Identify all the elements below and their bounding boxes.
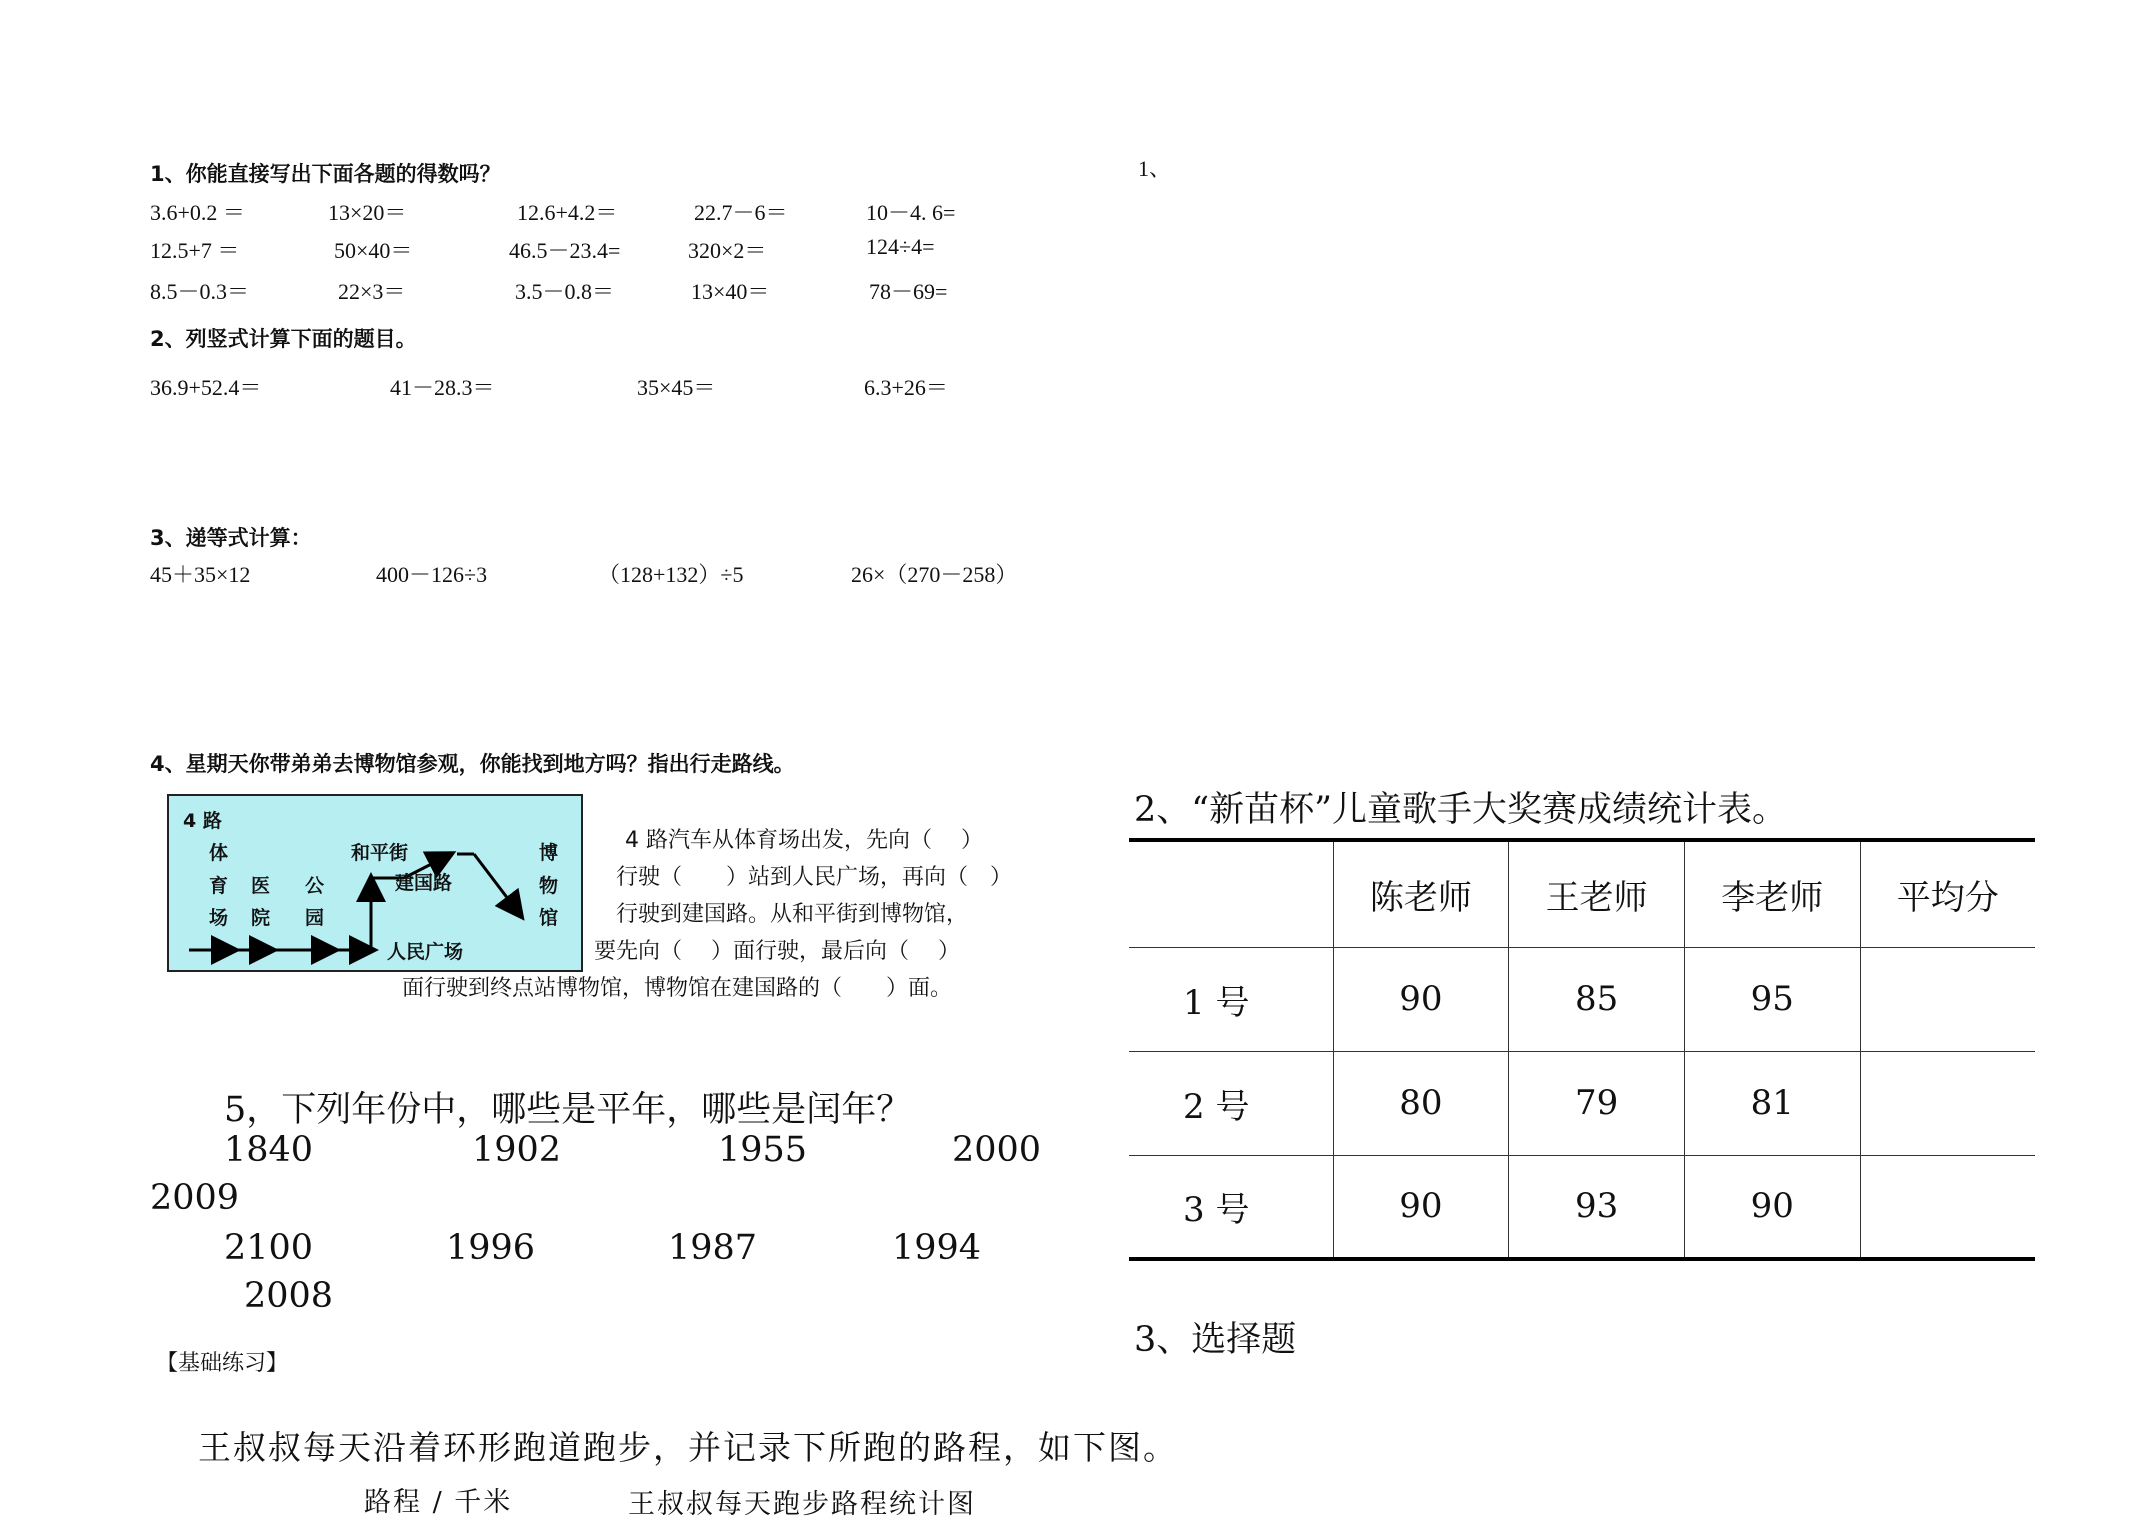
q1-r2-c3: 46.5－23.4= — [509, 238, 621, 263]
q3-title: 3、递等式计算： — [150, 526, 312, 550]
table-row — [1129, 947, 2035, 1051]
q1-r2-c2: 50×40＝ — [334, 238, 413, 263]
q4-title: 4、星期天你带弟弟去博物馆参观，你能找到地方吗？指出行走路线。 — [150, 752, 795, 776]
map-stop-yiyuan-2: 院 — [251, 907, 271, 929]
score-header-average: 平均分 — [1860, 840, 2035, 947]
q1-r1-c5: 10－4. 6= — [866, 200, 956, 225]
q1-r1-c4: 22.7－6＝ — [694, 200, 788, 225]
q5-year-1994: 1994 — [892, 1228, 982, 1268]
right-q3-title: 3、选择题 — [1134, 1320, 1297, 1360]
q1-r2-c5: 124÷4= — [866, 234, 935, 259]
map-museum-3: 馆 — [539, 907, 559, 929]
q2-item-2: 41－28.3＝ — [390, 375, 495, 400]
q1-r3-c4: 13×40＝ — [691, 279, 770, 304]
q5-title: 5，下列年份中，哪些是平年，哪些是闰年？ — [224, 1090, 912, 1130]
q4-text-line-4: 要先向（ ）面行驶，最后向（ ） — [594, 939, 960, 964]
q5-year-1955: 1955 — [718, 1130, 808, 1170]
q2-title: 2、列竖式计算下面的题目。 — [150, 327, 417, 351]
score-cell: 80 — [1333, 1051, 1509, 1155]
q3-item-2: 400－126÷3 — [376, 562, 488, 587]
q2-item-4: 6.3+26＝ — [864, 375, 948, 400]
row-label: 2 号 — [1129, 1051, 1333, 1155]
map-stop-tiyuchang-3: 场 — [209, 907, 229, 929]
map-route-label: 4 路 — [183, 810, 222, 832]
q5-year-1987: 1987 — [668, 1228, 758, 1268]
q3-item-1: 45＋35×12 — [150, 562, 251, 587]
q5-year-1840: 1840 — [224, 1130, 314, 1170]
score-cell: 81 — [1684, 1051, 1860, 1155]
score-header-chen: 陈老师 — [1333, 840, 1509, 947]
q5-year-2100: 2100 — [224, 1228, 314, 1268]
route-map — [167, 794, 583, 972]
map-museum-1: 博 — [539, 842, 559, 864]
q5-year-1902: 1902 — [472, 1130, 562, 1170]
q1-r2-c4: 320×2＝ — [688, 238, 767, 263]
map-museum-2: 物 — [539, 875, 559, 897]
map-stop-tiyuchang-1: 体 — [209, 842, 229, 864]
map-stop-gongyuan-1: 公 — [305, 875, 325, 897]
q1-r2-c1: 12.5+7 ＝ — [150, 238, 240, 263]
q2-item-3: 35×45＝ — [637, 375, 716, 400]
route-arrow-9 — [474, 854, 521, 916]
basic-practice-label: 【基础练习】 — [156, 1351, 289, 1376]
q4-text-line-2: 行驶（ ）站到人民广场，再向（ ） — [616, 865, 1013, 890]
map-jianguo-road: 建国路 — [395, 872, 453, 894]
table-row — [1129, 1051, 2035, 1155]
row-label: 3 号 — [1129, 1155, 1333, 1259]
q4-text-line-1: 4 路汽车从体育场出发，先向（ ） — [625, 828, 983, 853]
right-q1-number: 1、 — [1138, 156, 1172, 181]
score-header-blank — [1129, 840, 1333, 947]
score-table-title: 2、“新苗杯”儿童歌手大奖赛成绩统计表。 — [1134, 790, 1788, 830]
q4-text-line-5: 面行驶到终点站博物馆，博物馆在建国路的（ ）面。 — [402, 976, 953, 1001]
average-cell[interactable] — [1860, 1155, 2035, 1259]
row-label: 1 号 — [1129, 947, 1333, 1051]
table-row — [1129, 1155, 2035, 1259]
score-cell: 79 — [1509, 1051, 1685, 1155]
chart-ylabel: 路程 / 千米 — [364, 1487, 513, 1518]
average-cell[interactable] — [1860, 1051, 2035, 1155]
route-arrows — [169, 796, 585, 974]
score-cell: 90 — [1684, 1155, 1860, 1259]
basic-sentence: 王叔叔每天沿着环形跑道跑步，并记录下所跑的路程，如下图。 — [198, 1428, 1178, 1467]
score-cell: 93 — [1509, 1155, 1685, 1259]
q1-r3-c2: 22×3＝ — [338, 279, 406, 304]
score-cell: 90 — [1333, 1155, 1509, 1259]
chart-title: 王叔叔每天跑步路程统计图 — [628, 1489, 976, 1520]
q5-year-2000: 2000 — [952, 1130, 1042, 1170]
map-stop-tiyuchang-2: 育 — [209, 875, 229, 897]
score-cell: 95 — [1684, 947, 1860, 1051]
q1-r1-c1: 3.6+0.2 ＝ — [150, 200, 245, 225]
q3-item-4: 26×（270－258） — [851, 562, 1018, 587]
score-header-wang: 王老师 — [1509, 840, 1685, 947]
q2-item-1: 36.9+52.4＝ — [150, 375, 262, 400]
score-header-li: 李老师 — [1684, 840, 1860, 947]
score-cell: 85 — [1509, 947, 1685, 1051]
q5-year-1996: 1996 — [446, 1228, 536, 1268]
q1-r3-c1: 8.5－0.3＝ — [150, 279, 250, 304]
q1-r1-c3: 12.6+4.2＝ — [517, 200, 618, 225]
score-table-header-row — [1129, 840, 2035, 947]
q5-year-2009: 2009 — [150, 1178, 240, 1218]
q4-text-line-3: 行驶到建国路。从和平街到博物馆， — [616, 902, 969, 927]
map-heping-street: 和平街 — [351, 842, 409, 864]
score-cell: 90 — [1333, 947, 1509, 1051]
q1-r1-c2: 13×20＝ — [328, 200, 407, 225]
average-cell[interactable] — [1860, 947, 2035, 1051]
q3-item-3: （128+132）÷5 — [598, 562, 744, 587]
map-stop-yiyuan-1: 医 — [251, 875, 271, 897]
q1-r3-c5: 78－69= — [869, 279, 948, 304]
map-stop-gongyuan-2: 园 — [305, 907, 325, 929]
map-renmin-square: 人民广场 — [387, 941, 464, 963]
q1-r3-c3: 3.5－0.8＝ — [515, 279, 615, 304]
q1-title: 1、你能直接写出下面各题的得数吗？ — [150, 162, 501, 186]
score-table — [1129, 838, 2035, 1260]
q5-year-2008: 2008 — [244, 1276, 334, 1316]
